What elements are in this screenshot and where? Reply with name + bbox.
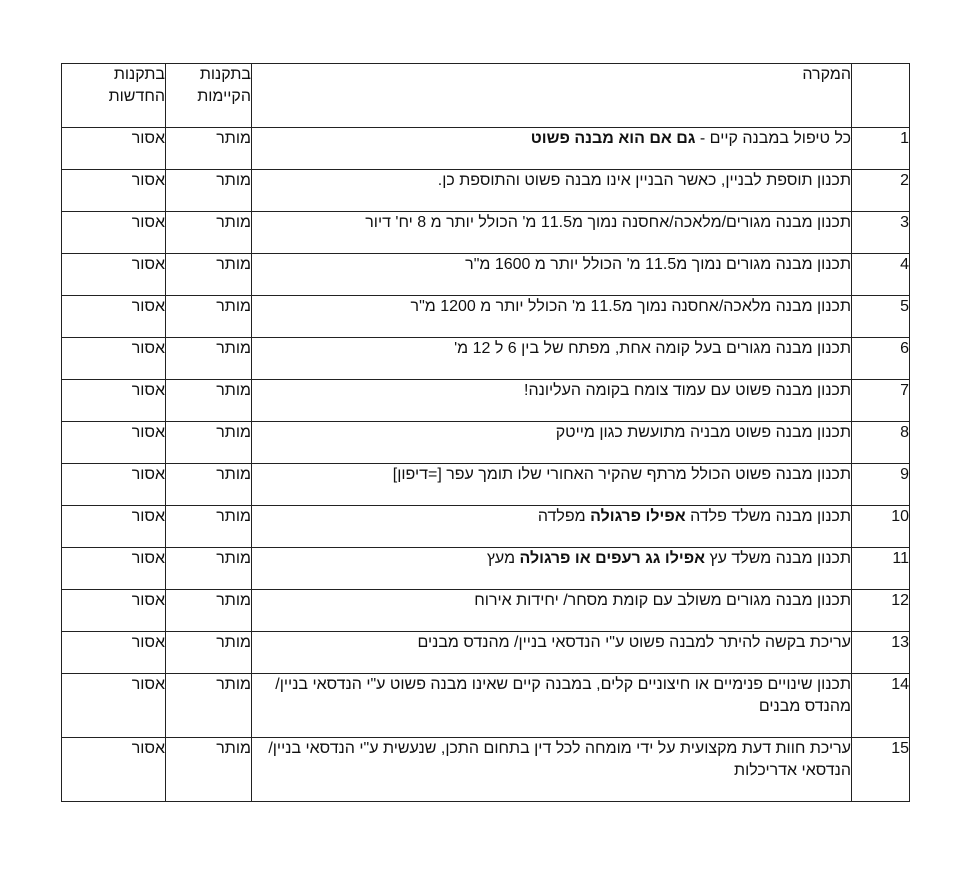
- row-current-status: מותר: [166, 212, 252, 254]
- table-body: [62, 128, 910, 802]
- case-text: תכנון מבנה פשוט הכולל מרתף שהקיר האחורי שלו תומך עפר [=דיפון]: [392, 466, 851, 483]
- row-new-status: אסור: [62, 212, 166, 254]
- row-number: 14: [852, 674, 910, 738]
- case-text: תכנון מבנה מלאכה/אחסנה נמוך מ11.5 מ' הכולל יותר מ 1200 מ"ר: [410, 298, 851, 315]
- table-row: [62, 170, 910, 212]
- table-row: [62, 548, 910, 590]
- row-number: 4: [852, 254, 910, 296]
- table-row: [62, 422, 910, 464]
- row-new-status: אסור: [62, 632, 166, 674]
- table-row: [62, 212, 910, 254]
- header-row: [62, 64, 910, 128]
- row-new-status: אסור: [62, 464, 166, 506]
- row-current-status: מותר: [166, 128, 252, 170]
- table-row: [62, 590, 910, 632]
- row-number: 13: [852, 632, 910, 674]
- case-text: תכנון מבנה מגורים נמוך מ11.5 מ' הכולל יותר מ 1600 מ"ר: [465, 256, 851, 273]
- case-text: תכנון מבנה מגורים בעל קומה אחת, מפתח של בין 6 ל 12 מ': [454, 340, 851, 357]
- row-number: 2: [852, 170, 910, 212]
- row-number: 9: [852, 464, 910, 506]
- row-number: 10: [852, 506, 910, 548]
- row-current-status: מותר: [166, 296, 252, 338]
- row-number: 3: [852, 212, 910, 254]
- row-case-description: [252, 674, 852, 738]
- case-text-suffix: מפלדה: [537, 508, 591, 525]
- case-text-emphasis: גם אם הוא מבנה פשוט: [530, 130, 696, 147]
- case-text-suffix: מעץ: [486, 550, 520, 567]
- case-text-emphasis: אפילו גג רעפים או פרגולה: [519, 550, 706, 567]
- row-case-description: [252, 422, 852, 464]
- row-new-status: אסור: [62, 590, 166, 632]
- regulations-comparison-table: [61, 63, 910, 802]
- row-new-status: אסור: [62, 254, 166, 296]
- row-number: 6: [852, 338, 910, 380]
- row-current-status: מותר: [166, 548, 252, 590]
- header-number: [852, 64, 910, 128]
- row-new-status: אסור: [62, 674, 166, 738]
- case-text-emphasis: אפילו פרגולה: [590, 508, 686, 525]
- row-number: 15: [852, 738, 910, 802]
- row-case-description: [252, 128, 852, 170]
- row-case-description: [252, 296, 852, 338]
- case-text: תכנון שינויים פנימיים או חיצוניים קלים, במבנה קיים שאינו מבנה פשוט ע"י הנדסאי בניין/ מהנדס מבנים: [275, 676, 851, 715]
- header-current-regulations: בתקנות הקיימות: [166, 64, 252, 128]
- row-new-status: אסור: [62, 296, 166, 338]
- row-number: 1: [852, 128, 910, 170]
- row-case-description: [252, 506, 852, 548]
- table-row: [62, 338, 910, 380]
- case-text: תכנון מבנה מגורים/מלאכה/אחסנה נמוך מ11.5 מ' הכולל יותר מ 8 יח' דיור: [365, 214, 851, 231]
- row-number: 11: [852, 548, 910, 590]
- row-case-description: [252, 170, 852, 212]
- row-new-status: אסור: [62, 380, 166, 422]
- row-new-status: אסור: [62, 506, 166, 548]
- row-new-status: אסור: [62, 170, 166, 212]
- case-text: תכנון מבנה משלד עץ: [705, 550, 851, 567]
- row-current-status: מותר: [166, 338, 252, 380]
- row-new-status: אסור: [62, 738, 166, 802]
- table-row: [62, 738, 910, 802]
- row-current-status: מותר: [166, 632, 252, 674]
- table-row: [62, 632, 910, 674]
- row-number: 7: [852, 380, 910, 422]
- row-new-status: אסור: [62, 422, 166, 464]
- row-case-description: [252, 380, 852, 422]
- row-current-status: מותר: [166, 254, 252, 296]
- header-case: המקרה: [252, 64, 852, 128]
- row-number: 8: [852, 422, 910, 464]
- table-row: [62, 380, 910, 422]
- row-case-description: [252, 464, 852, 506]
- case-text: עריכת בקשה להיתר למבנה פשוט ע"י הנדסאי בניין/ מהנדס מבנים: [417, 634, 851, 651]
- row-case-description: [252, 738, 852, 802]
- row-current-status: מותר: [166, 464, 252, 506]
- row-current-status: מותר: [166, 738, 252, 802]
- table-row: [62, 506, 910, 548]
- case-text: תכנון תוספת לבניין, כאשר הבניין אינו מבנה פשוט והתוספת כן.: [437, 172, 851, 189]
- header-new-regulations: בתקנות החדשות: [62, 64, 166, 128]
- row-current-status: מותר: [166, 590, 252, 632]
- row-current-status: מותר: [166, 170, 252, 212]
- case-text: כל טיפול במבנה קיים -: [695, 130, 851, 147]
- row-number: 12: [852, 590, 910, 632]
- table-row: [62, 674, 910, 738]
- case-text: תכנון מבנה פשוט מבניה מתועשת כגון מייטק: [555, 424, 851, 441]
- row-current-status: מותר: [166, 380, 252, 422]
- row-current-status: מותר: [166, 674, 252, 738]
- row-case-description: [252, 548, 852, 590]
- row-new-status: אסור: [62, 548, 166, 590]
- row-case-description: [252, 632, 852, 674]
- row-number: 5: [852, 296, 910, 338]
- table-row: [62, 254, 910, 296]
- table-row: [62, 464, 910, 506]
- case-text: תכנון מבנה משלד פלדה: [685, 508, 851, 525]
- row-current-status: מותר: [166, 506, 252, 548]
- case-text: תכנון מבנה פשוט עם עמוד צומח בקומה העליונה!: [524, 382, 851, 399]
- table-row: [62, 128, 910, 170]
- row-case-description: [252, 338, 852, 380]
- row-new-status: אסור: [62, 128, 166, 170]
- row-case-description: [252, 212, 852, 254]
- row-case-description: [252, 590, 852, 632]
- row-new-status: אסור: [62, 338, 166, 380]
- table-row: [62, 296, 910, 338]
- case-text: תכנון מבנה מגורים משולב עם קומת מסחר/ יחידות אירוח: [474, 592, 851, 609]
- row-case-description: [252, 254, 852, 296]
- case-text: עריכת חוות דעת מקצועית על ידי מומחה לכל דין בתחום התכן, שנעשית ע"י הנדסאי בניין/ הנדסאי אדריכלות: [268, 740, 851, 779]
- row-current-status: מותר: [166, 422, 252, 464]
